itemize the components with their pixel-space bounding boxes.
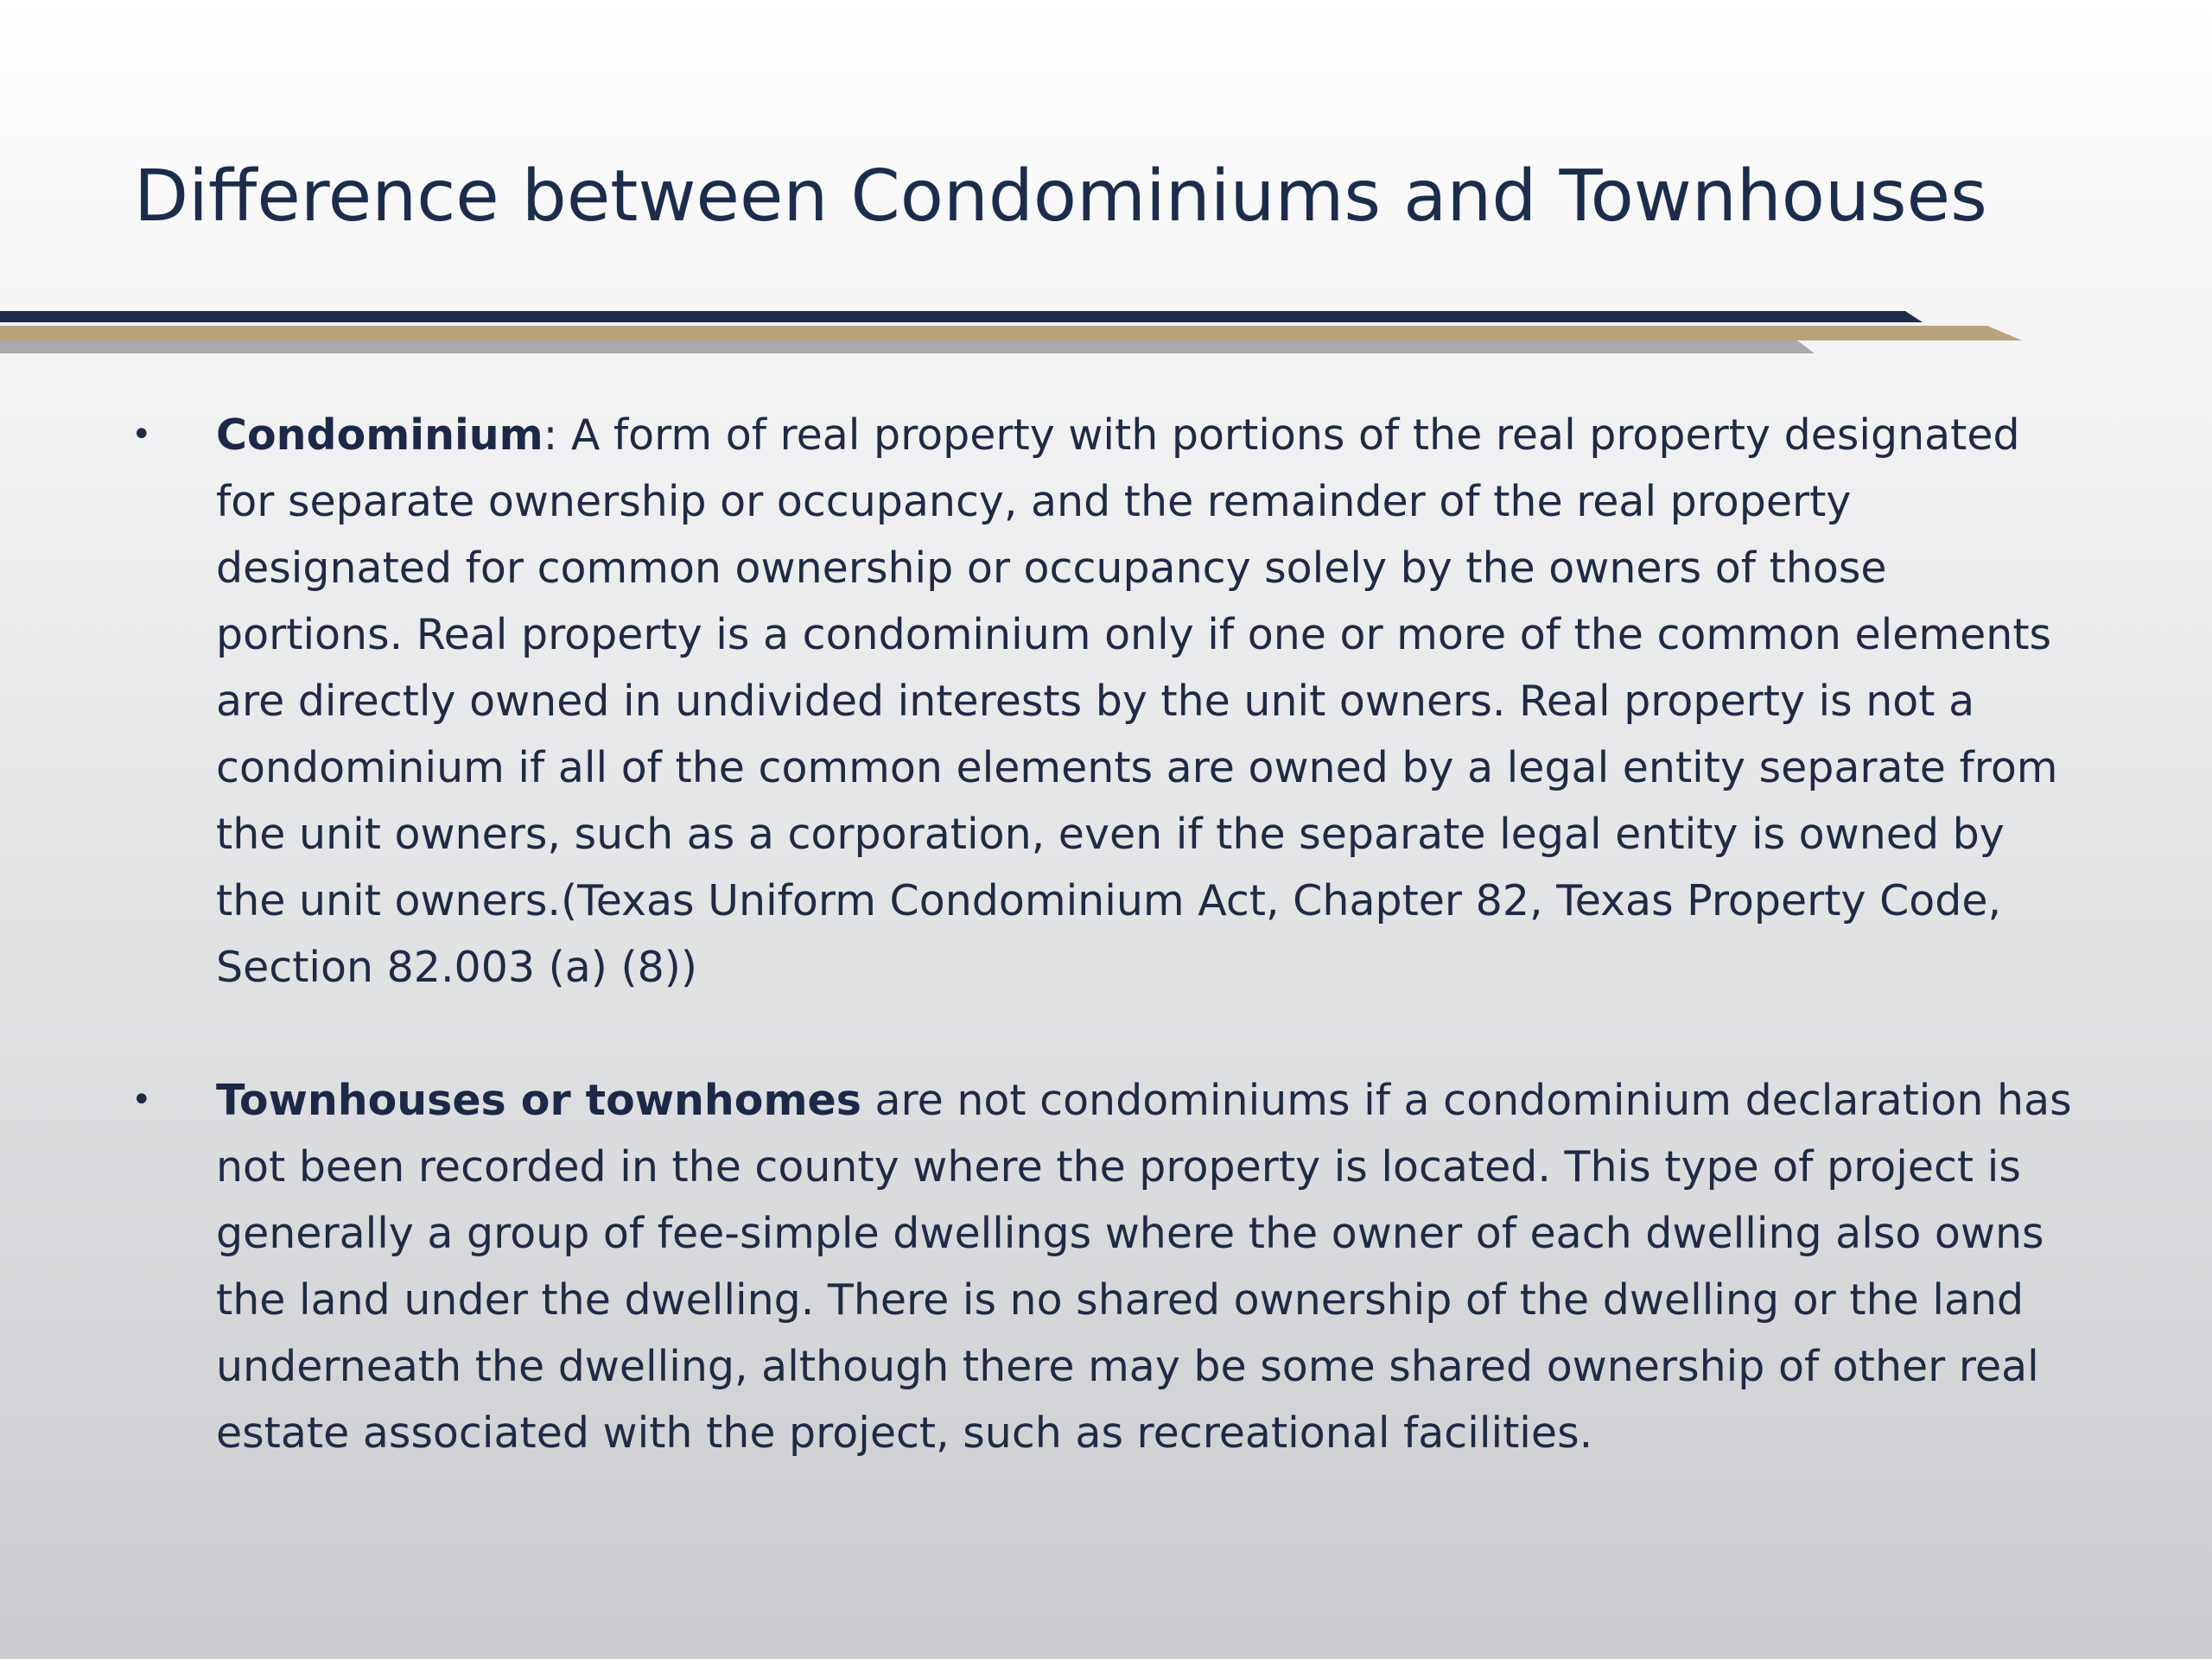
divider-gray-stripe xyxy=(0,340,1815,353)
bullet-text: are not condominiums if a condominium declaration has not been recorded in the county where the property is located. This type of project is generally a group of fee-simple dwellings where the owner of each dwelling also owns the land under the dwelling. There is no shared ownership of the dwelling or the land underneath the dwelling, although there may be some shared ownership of other real estate associated with the project, such as recreational facilities. xyxy=(216,1076,2072,1458)
divider-navy-stripe xyxy=(0,311,1923,322)
bullet-text: : A form of real property with portions of the real property designated for separate ownership or occupancy, and the remainder of the real property designated for common ownership or occupancy solely by the owners of those portions. Real property is a condominium only if one or more of the common elements are directly owned in undivided interests by the unit owners. Real property is not a condominium if all of the common elements are owned by a legal entity separate from the unit owners, such as a corporation, even if the separate legal entity is owned by the unit owners.(Texas Uniform Condominium Act, Chapter 82, Texas Property Code, Section 82.003 (a) (8)) xyxy=(216,410,2058,992)
bullet-townhouses xyxy=(130,1067,2074,1466)
bullet-marker: • xyxy=(131,415,152,454)
bullet-term: Townhouses or townhomes xyxy=(216,1076,861,1125)
divider-gold-stripe xyxy=(0,326,2022,340)
bullet-list xyxy=(130,402,2074,1466)
bullet-marker: • xyxy=(131,1080,152,1120)
title-divider xyxy=(0,307,2212,359)
slide-title: Difference between Condominiums and Townhouses xyxy=(134,156,1987,238)
bullet-term: Condominium xyxy=(216,410,543,460)
bullet-condominium xyxy=(130,402,2074,1001)
